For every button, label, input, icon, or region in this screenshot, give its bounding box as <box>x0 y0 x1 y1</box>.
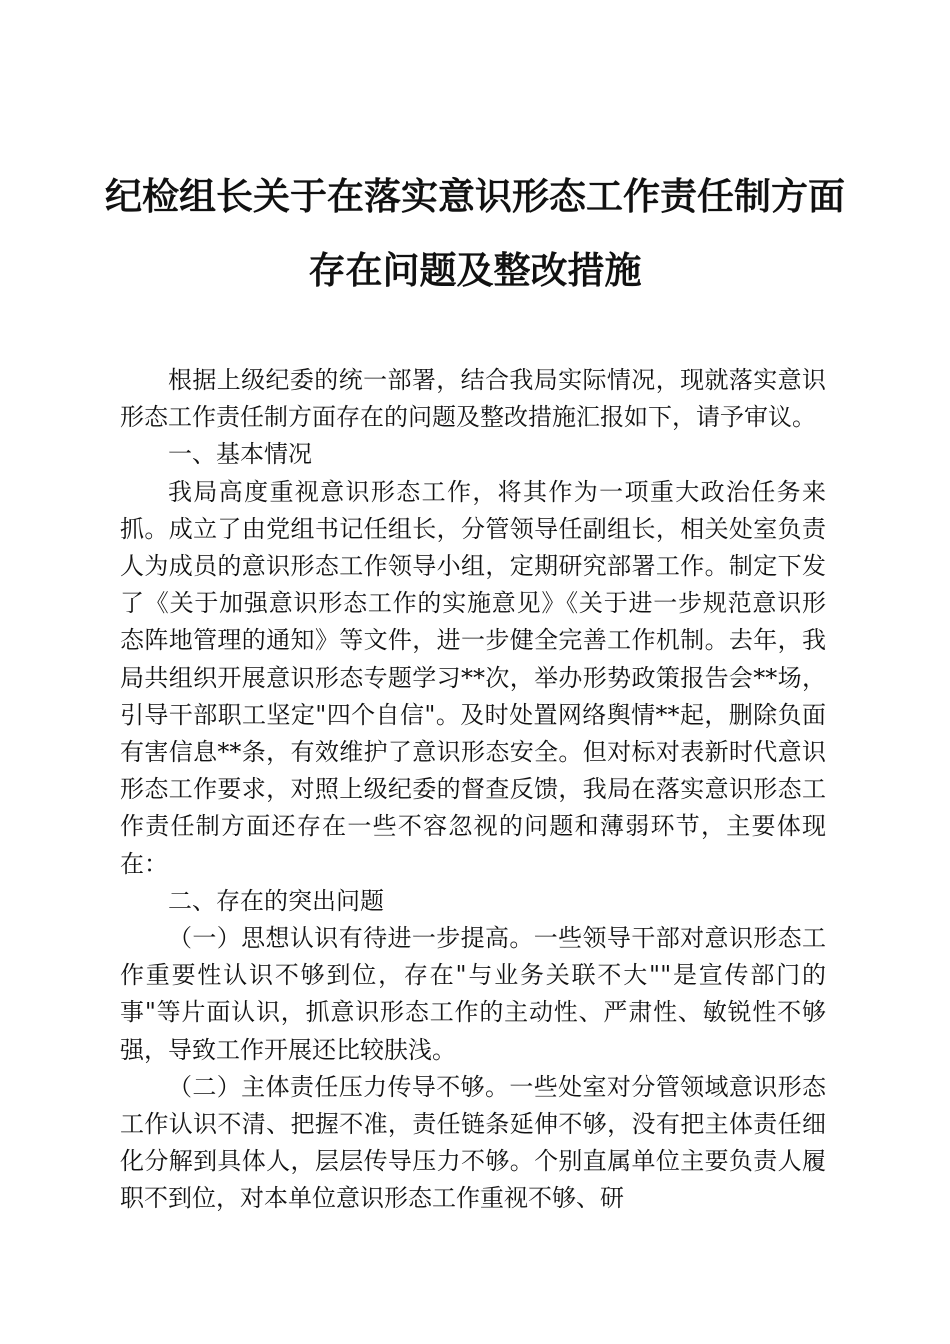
document-body <box>120 362 826 1218</box>
problem-item-2-lead: （二）主体责任压力传导不够。 <box>168 1072 510 1101</box>
document-title-line2: 存在问题及整改措施 <box>308 248 642 292</box>
document-title-line1: 纪检组长关于在落实意识形态工作责任制方面 <box>105 174 845 218</box>
problem-item-2-body: 一些处室对分管领域意识形态工作认识不清、把握不准，责任链条延伸不够，没有把主体责任细化分解到具体人，层层传导压力不够。个别直属单位主要负责人履职不到位，对本单位意识形态工作重视不够、研 <box>120 1072 827 1213</box>
section-heading-basic: 一、基本情况 <box>168 440 312 469</box>
problem-item-1 <box>120 920 826 1069</box>
intro-paragraph: 根据上级纪委的统一部署，结合我局实际情况，现就落实意识形态工作责任制方面存在的问题及整改措施汇报如下，请予审议。 <box>120 366 826 432</box>
problem-item-1-body: 一些领导干部对意识形态工作重要性认识不够到位，存在"与业务关联不大""是宣传部门的事"等片面认识，抓意识形态工作的主动性、严肃性、敏锐性不够强，导致工作开展还比较肤浅。 <box>120 924 827 1064</box>
section1-paragraph: 我局高度重视意识形态工作，将其作为一项重大政治任务来抓。成立了由党组书记任组长，分管领导任副组长，相关处室负责人为成员的意识形态工作领导小组，定期研究部署工作。制定下发了《关于加强意识形态工作的实施意见》《关于进一步规范意识形态阵地管理的通知》等文件，进一步健全完善工作机制。去年，我局共组织开展意识形态专题学习**次，举办形势政策报告会**场，引导干部职工坚定"四个自信"。及时处置网络舆情**起，删除负面有害信息**条，有效维护了意识形态安全。但对标对表新时代意识形态工作要求，对照上级纪委的督查反馈，我局在落实意识形态工作责任制方面还存在一些不容忽视的问题和薄弱环节，主要体现在： <box>120 477 826 878</box>
section-heading-problems: 二、存在的突出问题 <box>168 886 384 915</box>
problem-item-1-lead: （一）思想认识有待进一步提高。 <box>168 924 534 953</box>
problem-item-2 <box>120 1069 826 1218</box>
